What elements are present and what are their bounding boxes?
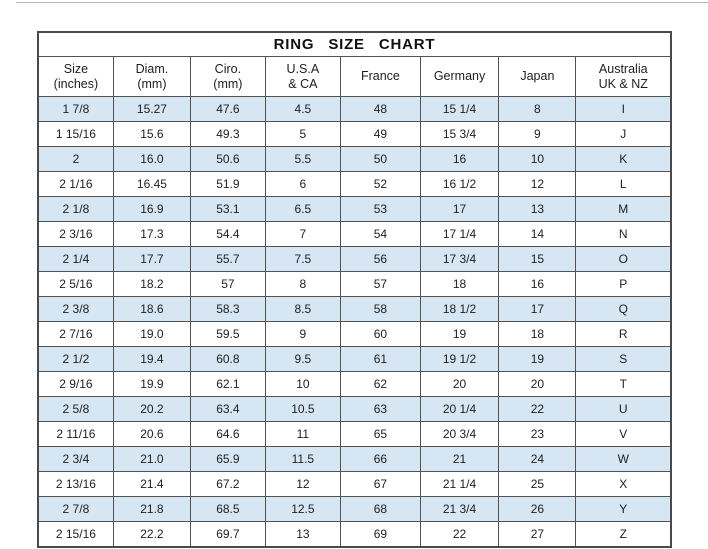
table-cell: 56 [341,247,421,272]
table-cell: 1 15/16 [38,122,113,147]
table-cell: 19.4 [113,347,190,372]
table-cell: 61 [341,347,421,372]
table-cell: 1 7/8 [38,97,113,122]
table-cell: 52 [341,172,421,197]
table-cell: 22 [420,522,498,548]
table-cell: 50.6 [191,147,266,172]
table-cell: 64.6 [191,422,266,447]
table-cell: 10 [265,372,340,397]
table-cell: O [576,247,671,272]
table-cell: P [576,272,671,297]
table-cell: 8.5 [265,297,340,322]
table-cell: 4.5 [265,97,340,122]
chart-title: RING SIZE CHART [38,32,671,57]
title-row [38,32,671,57]
table-cell: 13 [265,522,340,548]
table-cell: Q [576,297,671,322]
table-row [38,497,671,522]
table-cell: M [576,197,671,222]
table-cell: 55.7 [191,247,266,272]
table-cell: 68.5 [191,497,266,522]
table-row [38,397,671,422]
table-row [38,522,671,548]
table-cell: 19.9 [113,372,190,397]
table-cell: 69 [341,522,421,548]
table-cell: 22 [499,397,576,422]
top-divider-line [16,2,708,3]
table-row [38,197,671,222]
table-cell: Z [576,522,671,548]
table-cell: 65.9 [191,447,266,472]
header-line2: & CA [288,76,318,91]
table-cell: 21.4 [113,472,190,497]
table-cell: 54.4 [191,222,266,247]
table-cell: 21 3/4 [420,497,498,522]
table-cell: I [576,97,671,122]
table-cell: 59.5 [191,322,266,347]
table-row [38,447,671,472]
table-cell: 2 1/4 [38,247,113,272]
header-line1: Germany [433,69,486,84]
table-cell: 17.7 [113,247,190,272]
table-cell: J [576,122,671,147]
table-cell: 2 5/16 [38,272,113,297]
table-cell: 16.9 [113,197,190,222]
table-cell: 20.6 [113,422,190,447]
table-cell: 15 1/4 [420,97,498,122]
table-cell: 2 13/16 [38,472,113,497]
table-cell: 7 [265,222,340,247]
table-cell: 14 [499,222,576,247]
table-cell: 12.5 [265,497,340,522]
table-cell: W [576,447,671,472]
table-cell: X [576,472,671,497]
table-cell: 10.5 [265,397,340,422]
table-cell: 2 11/16 [38,422,113,447]
table-cell: 16 [499,272,576,297]
header-line2: (inches) [53,76,99,91]
table-cell: 62 [341,372,421,397]
header-line1: France [360,69,400,84]
table-cell: 63.4 [191,397,266,422]
table-cell: 23 [499,422,576,447]
table-cell: 50 [341,147,421,172]
table-cell: 8 [499,97,576,122]
column-header-size-inches [38,57,113,97]
table-cell: 17 1/4 [420,222,498,247]
table-cell: K [576,147,671,172]
table-cell: 20 1/4 [420,397,498,422]
table-row [38,322,671,347]
table-cell: 20.2 [113,397,190,422]
table-cell: 2 7/16 [38,322,113,347]
table-cell: Y [576,497,671,522]
table-cell: 5 [265,122,340,147]
table-cell: 67.2 [191,472,266,497]
table-cell: 21.0 [113,447,190,472]
table-cell: 49.3 [191,122,266,147]
column-header-usa-ca [265,57,340,97]
table-body [38,97,671,548]
table-row [38,222,671,247]
table-cell: 20 [420,372,498,397]
table-cell: 19 [420,322,498,347]
table-cell: 19 [499,347,576,372]
table-cell: 21 [420,447,498,472]
table-cell: 25 [499,472,576,497]
table-cell: 27 [499,522,576,548]
table-cell: 18.6 [113,297,190,322]
table-cell: 49 [341,122,421,147]
table-cell: 2 3/4 [38,447,113,472]
table-cell: 63 [341,397,421,422]
table-cell: 6.5 [265,197,340,222]
table-row [38,422,671,447]
table-cell: 17.3 [113,222,190,247]
table-cell: 2 9/16 [38,372,113,397]
table-cell: 19.0 [113,322,190,347]
table-cell: 6 [265,172,340,197]
table-cell: 19 1/2 [420,347,498,372]
table-cell: 18 1/2 [420,297,498,322]
table-cell: 5.5 [265,147,340,172]
table-cell: 58 [341,297,421,322]
table-cell: 17 [420,197,498,222]
table-cell: 20 [499,372,576,397]
table-row [38,247,671,272]
table-cell: 17 [499,297,576,322]
table-cell: 65 [341,422,421,447]
column-header-australia-uk-nz [576,57,671,97]
table-cell: 62.1 [191,372,266,397]
header-line2: (mm) [213,76,243,91]
table-cell: 2 1/16 [38,172,113,197]
table-cell: T [576,372,671,397]
table-cell: 9 [265,322,340,347]
table-cell: 9 [499,122,576,147]
header-line2: UK & NZ [598,76,648,91]
header-line1: Diam. [135,61,169,76]
table-cell: N [576,222,671,247]
column-header-ciro-mm [191,57,266,97]
table-cell: 48 [341,97,421,122]
table-cell: 57 [191,272,266,297]
header-line2: (mm) [137,76,167,91]
table-cell: 69.7 [191,522,266,548]
ring-size-table [37,31,672,548]
table-cell: S [576,347,671,372]
table-cell: 16.0 [113,147,190,172]
table-cell: 15 3/4 [420,122,498,147]
table-cell: 2 3/16 [38,222,113,247]
column-header-france [341,57,421,97]
table-cell: 2 5/8 [38,397,113,422]
column-header-germany [420,57,498,97]
table-row [38,172,671,197]
table-row [38,347,671,372]
table-cell: 16 1/2 [420,172,498,197]
table-cell: 21 1/4 [420,472,498,497]
table-cell: 11.5 [265,447,340,472]
table-cell: 20 3/4 [420,422,498,447]
table-cell: 9.5 [265,347,340,372]
table-row [38,97,671,122]
table-row [38,122,671,147]
table-cell: 68 [341,497,421,522]
table-cell: 15.6 [113,122,190,147]
table-cell: 2 1/2 [38,347,113,372]
column-header-diam-mm [113,57,190,97]
table-cell: 15.27 [113,97,190,122]
table-cell: 67 [341,472,421,497]
header-row [38,57,671,97]
table-cell: L [576,172,671,197]
table-cell: 2 [38,147,113,172]
table-row [38,272,671,297]
table-row [38,297,671,322]
header-line1: Australia [598,61,648,76]
header-line1: Japan [520,69,555,84]
table-cell: 12 [265,472,340,497]
table-cell: 60 [341,322,421,347]
table-cell: 2 7/8 [38,497,113,522]
table-cell: 22.2 [113,522,190,548]
table-cell: 18 [499,322,576,347]
table-head [38,32,671,97]
table-cell: 8 [265,272,340,297]
column-header-japan [499,57,576,97]
table-cell: 66 [341,447,421,472]
table-cell: 57 [341,272,421,297]
table-cell: 53 [341,197,421,222]
table-cell: 16 [420,147,498,172]
table-row [38,147,671,172]
table-cell: 10 [499,147,576,172]
header-line1: Size [63,61,89,76]
table-cell: 24 [499,447,576,472]
table-cell: 18 [420,272,498,297]
table-cell: 54 [341,222,421,247]
table-cell: 53.1 [191,197,266,222]
ring-size-chart [37,31,672,548]
table-row [38,472,671,497]
table-cell: 47.6 [191,97,266,122]
table-cell: 51.9 [191,172,266,197]
table-row [38,372,671,397]
table-cell: 60.8 [191,347,266,372]
table-cell: R [576,322,671,347]
header-line1: U.S.A [286,61,320,76]
table-cell: 2 15/16 [38,522,113,548]
table-cell: 7.5 [265,247,340,272]
table-cell: 2 3/8 [38,297,113,322]
table-cell: 18.2 [113,272,190,297]
table-cell: 58.3 [191,297,266,322]
table-cell: 15 [499,247,576,272]
table-cell: 16.45 [113,172,190,197]
table-cell: 26 [499,497,576,522]
table-cell: 2 1/8 [38,197,113,222]
table-cell: 12 [499,172,576,197]
header-line1: Ciro. [214,61,242,76]
table-cell: V [576,422,671,447]
table-cell: 21.8 [113,497,190,522]
table-cell: 17 3/4 [420,247,498,272]
table-cell: 13 [499,197,576,222]
table-cell: 11 [265,422,340,447]
table-cell: U [576,397,671,422]
